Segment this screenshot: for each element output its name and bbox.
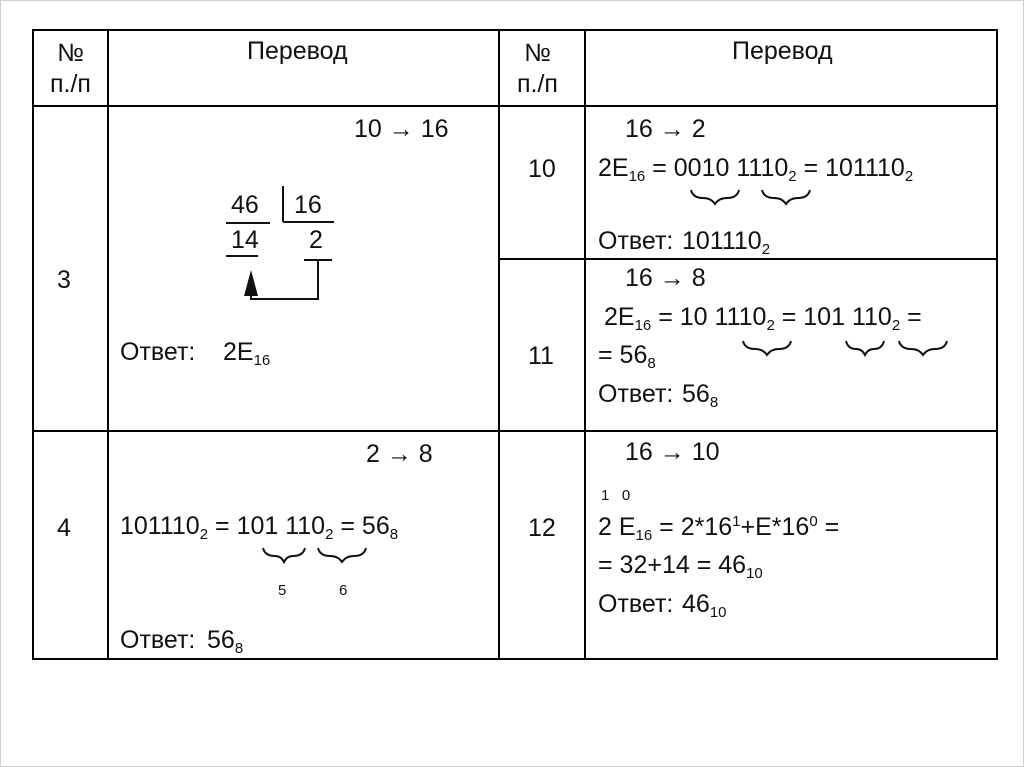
answer-value: $56_8$ [682,380,719,411]
division-dividend: 46 [231,191,259,219]
direction-label: 2 → 8 [366,440,433,468]
conversion-expression-line2: = $32+14 = 46_{10}$ [598,551,763,582]
group-digit: 5 [278,582,287,599]
answer-label: Ответ: [598,380,674,408]
header-num-right: № п./п [517,39,558,99]
conversion-expression-line2: = $56_8$ [598,341,656,372]
answer-label: Ответ: [120,338,196,366]
division-divisor: 16 [294,191,322,219]
direction-label: 16 → 8 [625,264,706,292]
conversion-expression-line1: 2 $E_{16} = 2*16^1+E*16^0$ = [598,513,840,544]
row-number-12: 12 [528,514,556,542]
row-number-10: 10 [528,155,556,183]
remainder-arrow-head [244,270,258,296]
group-digit: 6 [339,582,348,599]
row-number-11: 11 [528,342,554,370]
answer-value: $56_8$ [207,626,244,657]
group-brace [691,190,739,204]
header-num-left: № п./п [50,39,91,99]
answer-label: Ответ: [598,590,674,618]
direction-label: 16 → 2 [625,115,706,143]
header-title-left: Перевод [247,37,348,65]
header-title-right: Перевод [732,37,833,65]
answer-value: $101110_2$ [682,227,771,258]
answer-label: Ответ: [598,227,674,255]
group-brace [263,548,305,562]
group-brace [318,548,366,562]
conversion-expression: $101110_2 = 101$ $110_2 = 56_8$ [120,512,399,543]
group-brace [743,341,791,355]
direction-label: 16 → 10 [625,438,720,466]
row-number-3: 3 [57,266,71,294]
group-brace [899,341,947,355]
conversion-expression: $2E_{16} = 0010$ $1110_2 = 101110_2$ [598,154,914,185]
group-brace [846,341,884,355]
division-quotient: 2 [309,226,323,254]
direction-label: 10 → 16 [354,115,449,143]
conversion-expression-line1: $2E_{16} = 10$ $1110_2 = 101$ $110_2$ = [604,303,922,334]
digit-positions: 1 0 [601,487,631,504]
row-number-4: 4 [57,514,71,542]
answer-label: Ответ: [120,626,196,654]
answer-value: $2E_{16}$ [223,338,271,369]
division-remainder: 14 [231,226,259,254]
group-brace [762,190,810,204]
remainder-arrow-path [251,261,318,299]
answer-value: $46_{10}$ [682,590,727,621]
